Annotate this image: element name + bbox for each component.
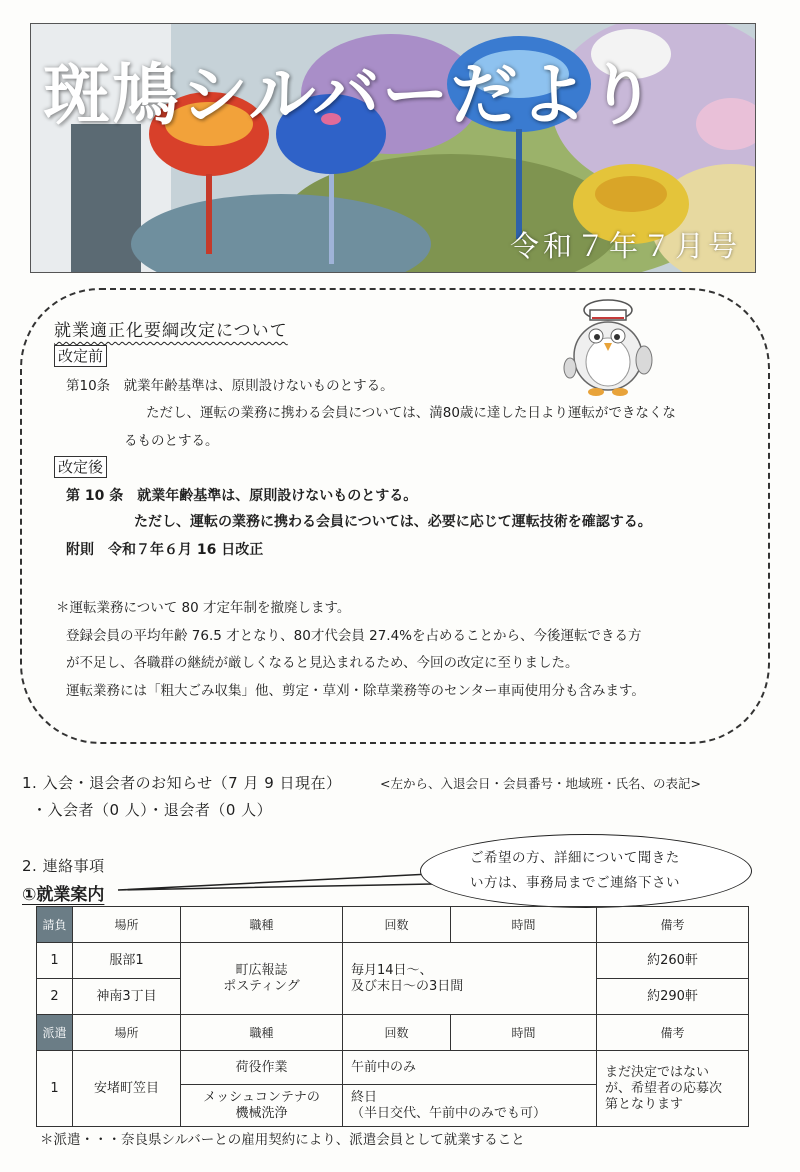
notices-heading: 2. 連絡事項: [22, 857, 105, 875]
issue-label: 令和７年７月号: [509, 229, 741, 263]
newsletter-title: 斑鳩シルバーだより: [43, 56, 658, 134]
row-time: 終日 （半日交代、午前中のみでも可）: [343, 1085, 597, 1127]
members-heading: 1. 入会・退会者のお知らせ（7 月 9 日現在）: [22, 774, 342, 792]
note-line-4: 運転業務には「粗大ごみ収集」他、剪定・草刈・除草業務等のセンター車両使用分も含みます。: [66, 683, 645, 699]
speech-bubble-text: [470, 846, 720, 896]
row-remarks: 約290軒: [597, 979, 749, 1015]
owl-mascot: [552, 298, 656, 398]
row-type: メッシュコンテナの 機械洗浄: [181, 1085, 343, 1127]
table-row: [37, 943, 749, 979]
job-info-title: ①就業案内: [22, 885, 105, 905]
note-line-2: 登録会員の平均年齢 76.5 才となり、80才代会員 27.4%を占めることから、今後運転できる方: [66, 628, 642, 644]
note-line-3: が不足し、各職群の継続が厳しくなると見込まれるため、今回の改定に至りました。: [66, 655, 579, 671]
dispatch-footnote: ＊派遣・・・奈良県シルバーとの雇用契約により、派遣会員として就業すること: [40, 1132, 525, 1148]
row-type: 町広報誌 ポスティング: [181, 943, 343, 1015]
row-place: 服部1: [73, 943, 181, 979]
col-place: 場所: [73, 1015, 181, 1051]
row-no: 1: [37, 1051, 73, 1127]
table-row: [37, 1051, 749, 1085]
row-no: 2: [37, 979, 73, 1015]
header-banner: [30, 23, 756, 273]
row-remarks: 約260軒: [597, 943, 749, 979]
speech-bubble-tail: [110, 868, 440, 898]
bubble-line-1: ご希望の方、詳細について聞きた: [470, 850, 680, 866]
note-line-1: ＊運転業務について 80 才定年制を撤廃します。: [56, 600, 351, 616]
after-label: 改定後: [54, 456, 107, 478]
col-frequency: 回数: [343, 907, 451, 943]
col-remarks: 備考: [597, 1015, 749, 1051]
row-place: 安堵町笠目: [73, 1051, 181, 1127]
col-remarks: 備考: [597, 907, 749, 943]
before-line-3: るものとする。: [124, 433, 219, 449]
row-place: 神南3丁目: [73, 979, 181, 1015]
before-line-1: 第10条 就業年齢基準は、原則設けないものとする。: [66, 378, 394, 394]
col-type: 職種: [181, 907, 343, 943]
table-header-ukeoi: [37, 907, 749, 943]
col-place: 場所: [73, 907, 181, 943]
table-header-haken: [37, 1015, 749, 1051]
after-line-3: 附則 令和７年６月 16 日改正: [66, 542, 264, 558]
row-type: 荷役作業: [181, 1051, 343, 1085]
row-remarks: まだ決定ではない が、希望者の応募次 第となります: [597, 1051, 749, 1127]
members-note: <左から、入退会日・会員番号・地域班・氏名、の表記>: [380, 776, 701, 791]
jobs-table: [36, 906, 749, 1127]
col-time: 時間: [451, 907, 597, 943]
before-line-2: ただし、運転の業務に携わる会員については、満80歳に達した日より運転ができなくな: [146, 405, 676, 421]
kind-ukeoi: 請負: [37, 907, 73, 943]
after-line-1: 第 10 条 就業年齢基準は、原則設けないものとする。: [66, 488, 418, 504]
before-label: 改定前: [54, 345, 107, 367]
col-type: 職種: [181, 1015, 343, 1051]
row-frequency: 毎月14日～、 及び末日～の3日間: [343, 943, 597, 1015]
row-no: 1: [37, 943, 73, 979]
kind-haken: 派遣: [37, 1015, 73, 1051]
col-time: 時間: [451, 1015, 597, 1051]
members-summary: ・入会者（0 人）・退会者（0 人）: [32, 801, 273, 819]
row-time: 午前中のみ: [343, 1051, 597, 1085]
amendment-title: 就業適正化要綱改定について: [54, 321, 288, 341]
bubble-line-2: い方は、事務局までご連絡下さい: [470, 875, 680, 891]
col-frequency: 回数: [343, 1015, 451, 1051]
after-line-2: ただし、運転の業務に携わる会員については、必要に応じて運転技術を確認する。: [134, 514, 652, 530]
